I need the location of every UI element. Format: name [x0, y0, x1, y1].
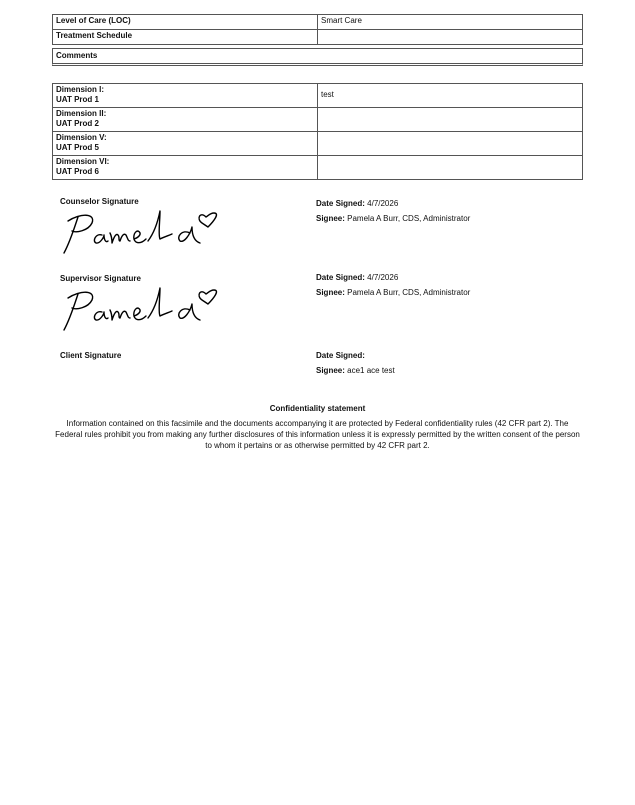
date-signed-label: Date Signed:: [316, 351, 365, 360]
counselor-signature-meta: [316, 196, 470, 226]
comments-box: [52, 48, 583, 66]
dimension-label: [53, 108, 318, 132]
signature-label: Supervisor Signature: [60, 274, 141, 283]
table-row: [53, 84, 583, 108]
dimension-label: [53, 84, 318, 108]
date-signed-value: 4/7/2026: [367, 273, 399, 282]
table-row: [53, 15, 583, 30]
signee-label: Signee:: [316, 288, 345, 297]
signee-value: Pamela A Burr, CDS, Administrator: [347, 288, 471, 297]
table-row: [53, 156, 583, 180]
signature-label: Client Signature: [60, 351, 122, 360]
table-row: [53, 108, 583, 132]
supervisor-signature-block: [60, 274, 300, 283]
date-signed-label: Date Signed:: [316, 273, 365, 282]
signee-label: Signee:: [316, 214, 345, 223]
dimension-value: [318, 156, 583, 180]
loc-value: Smart Care: [318, 15, 583, 30]
dimension-title: Dimension VI:: [56, 157, 110, 166]
supervisor-signature-meta: [316, 270, 470, 300]
dimension-subtitle: UAT Prod 5: [56, 143, 99, 152]
dimension-title: Dimension II:: [56, 109, 107, 118]
dimension-value: [318, 132, 583, 156]
handwritten-signature-image: [60, 207, 230, 257]
dimension-label: [53, 132, 318, 156]
treatment-schedule-value: [318, 30, 583, 45]
counselor-signature-block: [60, 197, 300, 206]
dimension-subtitle: UAT Prod 1: [56, 95, 99, 104]
client-signature-block: [60, 351, 300, 360]
signee-label: Signee:: [316, 366, 345, 375]
dimension-value: [318, 108, 583, 132]
dimensions-table: [52, 83, 583, 180]
dimension-title: Dimension I:: [56, 85, 105, 94]
dimension-subtitle: UAT Prod 6: [56, 167, 99, 176]
confidentiality-title: Confidentiality statement: [269, 404, 366, 413]
table-row: [53, 30, 583, 45]
dimension-subtitle: UAT Prod 2: [56, 119, 99, 128]
dimension-label: [53, 156, 318, 180]
treatment-schedule-label: Treatment Schedule: [53, 30, 318, 45]
signature-label: Counselor Signature: [60, 197, 139, 206]
date-signed-label: Date Signed:: [316, 199, 365, 208]
table-row: [53, 132, 583, 156]
signee-value: Pamela A Burr, CDS, Administrator: [347, 214, 471, 223]
dimension-value-text: test: [321, 90, 334, 99]
client-signature-meta: [316, 348, 395, 378]
comments-label: Comments: [56, 51, 98, 60]
dimension-title: Dimension V:: [56, 133, 107, 142]
handwritten-signature-image: [60, 284, 230, 334]
dimension-value: [318, 84, 583, 108]
date-signed-value: 4/7/2026: [367, 199, 399, 208]
summary-table: [52, 14, 583, 45]
loc-label: Level of Care (LOC): [53, 15, 318, 30]
confidentiality-body: Information contained on this facsimile and the documents accompanying it are protected by Federal confidentiality rules (42 CFR part 2). The Federal rules prohibit you from making any further disclosures of this information unless it is expressly permitted by the written consent of the person to whom it pertains or as otherwise permitted by 42 CFR part 2.: [55, 419, 580, 450]
signee-value: ace1 ace test: [347, 366, 395, 375]
